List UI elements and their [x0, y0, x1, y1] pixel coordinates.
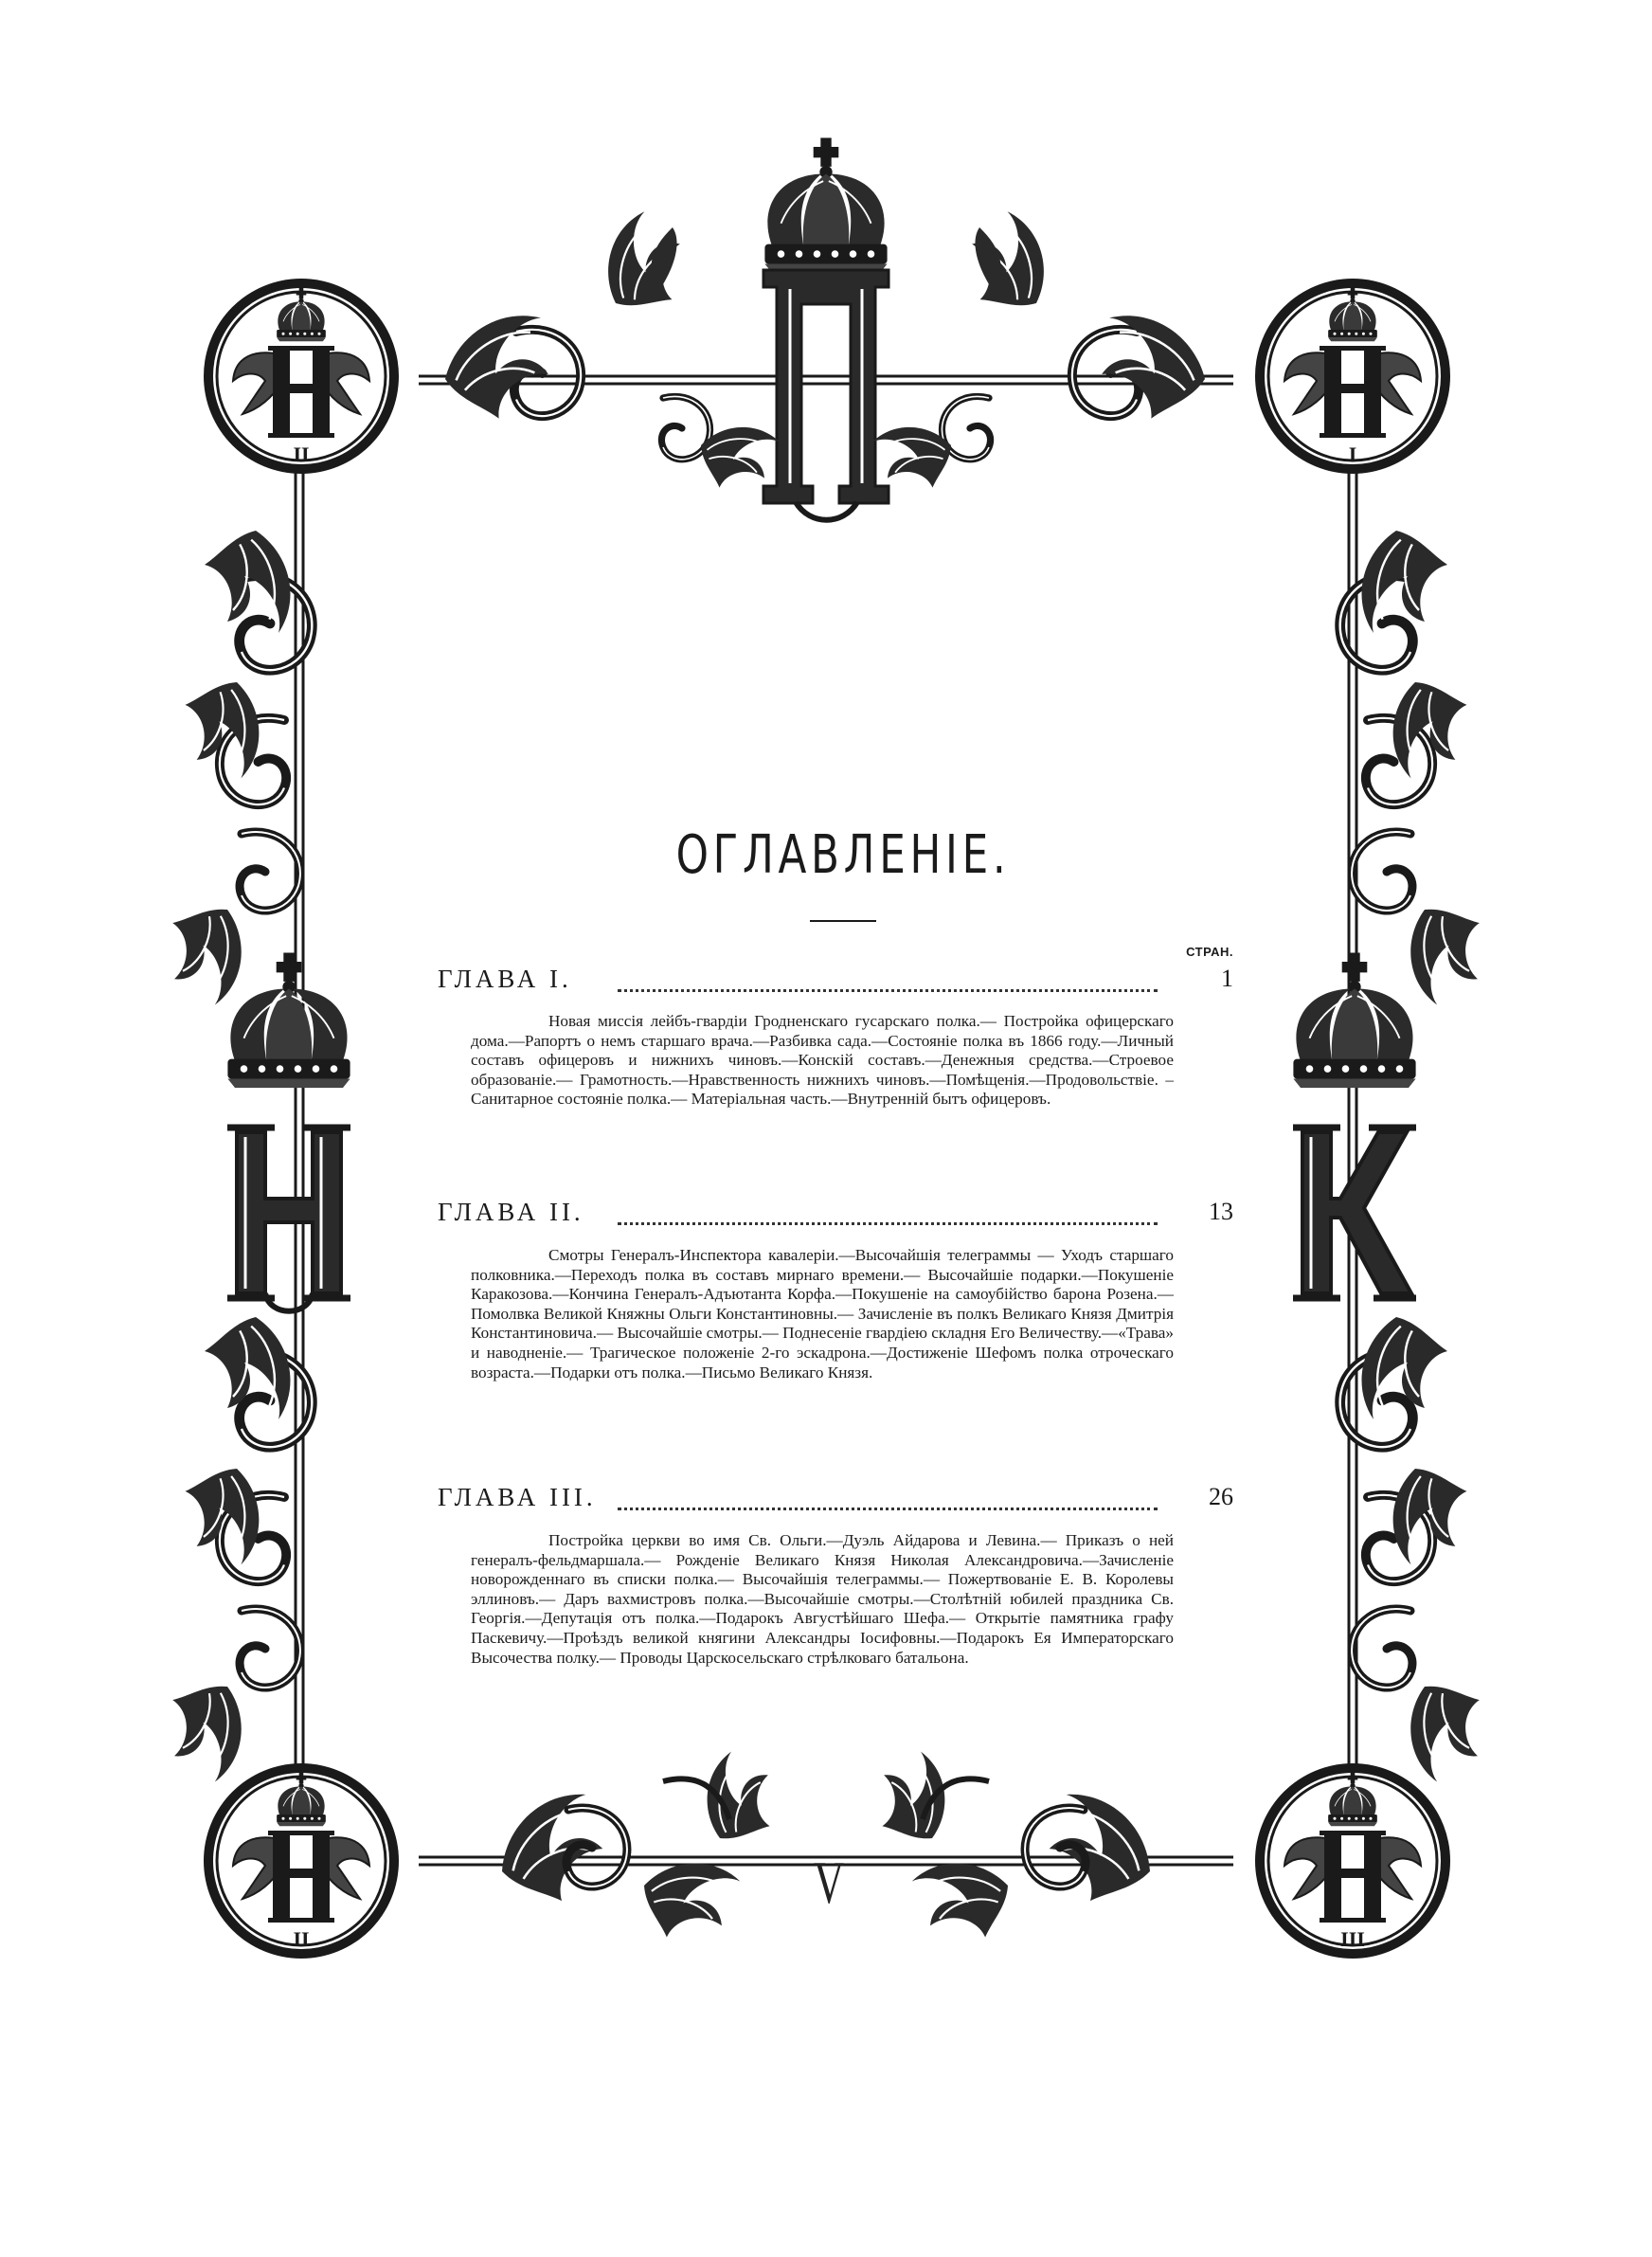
leader-dots	[618, 1203, 1158, 1225]
top-crown-ornament	[764, 138, 887, 274]
chapter-label: ГЛАВА I.	[438, 965, 572, 993]
left-side-monogram	[227, 1128, 350, 1311]
left-side-crown	[227, 953, 350, 1089]
page-column-label: СТРАН.	[1186, 945, 1233, 959]
right-side-monogram	[1293, 1128, 1416, 1298]
left-side-flourishes	[152, 531, 313, 1785]
page-title: ОГЛАВЛЕНІЕ.	[675, 824, 1011, 886]
top-monogram-ornament	[763, 270, 889, 520]
chapter-summary: Смотры Генералъ-Инспектора кавалеріи.—Высочайшія телеграммы — Уходъ старшаго полковника.—Переходъ полка въ составъ мирнаго времени.— Высочайшіе подарки.—Покушеніе Каракозова.—Кончина Генералъ-Адъютанта Корфа.—Покушеніе на самоубійство барона Розена.—Помолвка Великой Княжны Ольги Константиновны.— Зачисленіе въ полкъ Великаго Князя Дмитрія Константиновича.— Высочайшіе смотры.— Поднесеніе гвардіею складня Его Величеству.—«Трава» и наводненіе.— Трагическое положеніе 2-го эскадрона.—Достиженіе Шефомъ полка отроческаго возраста.—Подарки отъ полка.—Письмо Великаго Князя.	[471, 1246, 1174, 1381]
medallion-numeral-top-left: II	[293, 442, 310, 466]
page-folio: V	[813, 1849, 845, 1916]
chapter-summary: Постройка церкви во имя Св. Ольги.—Дуэль Айдарова и Левина.— Приказъ о ней генералъ-фельдмаршала.— Рожденіе Великаго Князя Николая Александровича.—Зачисленіе новорожденнаго въ списки полка.— Высочайшія телеграммы.— Пожертвованіе Е. В. Королевы эллиновъ.— Даръ вахмистровъ полка.—Высочайшіе смотры.—Столѣтній юбилей праздника Св. Георгія.—Депутація отъ полка.—Подарокъ Августѣйшаго Шефа.— Открытіе памятника графу Паскевичу.—Проѣздъ великой княгини Александры Іосифовны.—Подарокъ Ея Императорскаго Высочества полку.— Проводы Царскосельскаго стрѣлковаго батальона.	[471, 1531, 1174, 1667]
title-divider	[810, 920, 876, 922]
medallion-numeral-bottom-left: II	[293, 1927, 310, 1951]
chapter-summary: Новая миссія лейбъ-гвардіи Гродненскаго гусарскаго полка.— Постройка офицерскаго дома.—Рапортъ о немъ старшаго врача.—Разбивка сада.—Состояніе полка въ 1866 году.—Личный составъ офицеровъ и нижнихъ чиновъ.—Конскій составъ.—Денежныя средства.—Строевое образованіе.— Грамотность.—Нравственность нижнихъ чиновъ.—Помѣщенія.—Продовольствіе. – Санитарное состояніе полка.— Матеріальная часть.—Внутренній бытъ офицеровъ.	[471, 1012, 1174, 1109]
chapter-entry-3[interactable]	[438, 1483, 1233, 1521]
chapter-entry-2[interactable]	[438, 1198, 1233, 1236]
chapter-entry-1[interactable]	[438, 965, 1233, 1002]
medallion-numeral-top-right: I	[1348, 442, 1357, 466]
medallion-numeral-bottom-right: III	[1340, 1927, 1365, 1951]
chapter-label: ГЛАВА III.	[438, 1483, 597, 1511]
right-side-crown	[1293, 953, 1415, 1089]
leader-dots	[618, 1489, 1158, 1510]
chapter-label: ГЛАВА II.	[438, 1198, 584, 1226]
chapter-page-number: 26	[1209, 1483, 1233, 1510]
leader-dots	[618, 970, 1158, 992]
chapter-page-number: 13	[1209, 1198, 1233, 1225]
chapter-page-number: 1	[1221, 965, 1233, 992]
